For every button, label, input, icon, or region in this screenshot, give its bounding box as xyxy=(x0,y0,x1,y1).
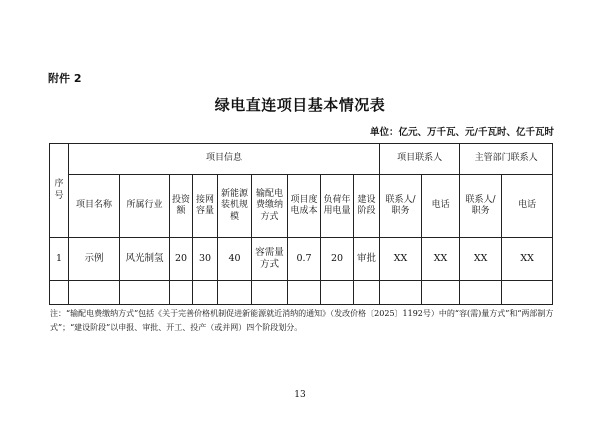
column-header: 联系人/职务 xyxy=(460,175,502,238)
table-cell: 30 xyxy=(193,238,218,281)
column-header: 电话 xyxy=(422,175,460,238)
empty-cell xyxy=(288,281,321,305)
table-cell: 20 xyxy=(170,238,193,281)
empty-cell xyxy=(380,281,422,305)
table-cell: 40 xyxy=(218,238,252,281)
group-header-project-contact: 项目联系人 xyxy=(380,144,460,175)
column-header: 投资额 xyxy=(170,175,193,238)
empty-cell xyxy=(252,281,288,305)
table-cell: 示例 xyxy=(69,238,120,281)
unit-line: 单位：亿元、万千瓦、元/千瓦时、亿千瓦时 xyxy=(370,127,554,138)
table-cell: XX xyxy=(460,238,502,281)
table-cell: 风光制氢 xyxy=(120,238,170,281)
table-row xyxy=(50,238,553,281)
empty-cell xyxy=(120,281,170,305)
column-header: 接网容量 xyxy=(193,175,218,238)
column-header-row xyxy=(50,175,553,238)
table-cell: XX xyxy=(422,238,460,281)
empty-cell xyxy=(218,281,252,305)
empty-cell xyxy=(170,281,193,305)
table-cell: 20 xyxy=(321,238,354,281)
column-header: 输配电费缴纳方式 xyxy=(252,175,288,238)
empty-cell xyxy=(502,281,553,305)
footnote: 注：“输配电费缴纳方式”包括《关于完善价格机制促进新能源就近消纳的通知》（发改价格〔2025〕1192号）中的“容(需)量方式”和“两部制方式”；“建设阶段”以申报、审批、开工、投产（或并网）四个阶段划分。 xyxy=(50,309,554,332)
column-header: 负荷年用电量 xyxy=(321,175,354,238)
table-cell: 0.7 xyxy=(288,238,321,281)
column-header: 新能源装机规模 xyxy=(218,175,252,238)
empty-cell xyxy=(69,281,120,305)
column-header: 电话 xyxy=(502,175,553,238)
empty-cell xyxy=(321,281,354,305)
row-number: 1 xyxy=(50,238,69,281)
empty-cell xyxy=(193,281,218,305)
column-header: 项目名称 xyxy=(69,175,120,238)
attachment-label: 附件 2 xyxy=(48,72,82,85)
table-cell: 容需量方式 xyxy=(252,238,288,281)
column-header: 建设阶段 xyxy=(354,175,380,238)
table-cell: XX xyxy=(380,238,422,281)
page-title: 绿电直连项目基本情况表 xyxy=(214,96,386,114)
group-header-project-info: 项目信息 xyxy=(69,144,380,175)
column-header: 项目度电成本 xyxy=(288,175,321,238)
row-number-header: 序号 xyxy=(50,144,69,238)
empty-table-row xyxy=(50,281,553,305)
group-header-row xyxy=(50,144,553,175)
column-header: 所属行业 xyxy=(120,175,170,238)
group-header-authority-contact: 主管部门联系人 xyxy=(460,144,553,175)
empty-cell xyxy=(354,281,380,305)
page-number: 13 xyxy=(294,390,306,400)
empty-cell xyxy=(460,281,502,305)
table-cell: 审批 xyxy=(354,238,380,281)
table-cell: XX xyxy=(502,238,553,281)
project-info-table xyxy=(49,143,553,305)
empty-cell xyxy=(50,281,69,305)
column-header: 联系人/职务 xyxy=(380,175,422,238)
empty-cell xyxy=(422,281,460,305)
